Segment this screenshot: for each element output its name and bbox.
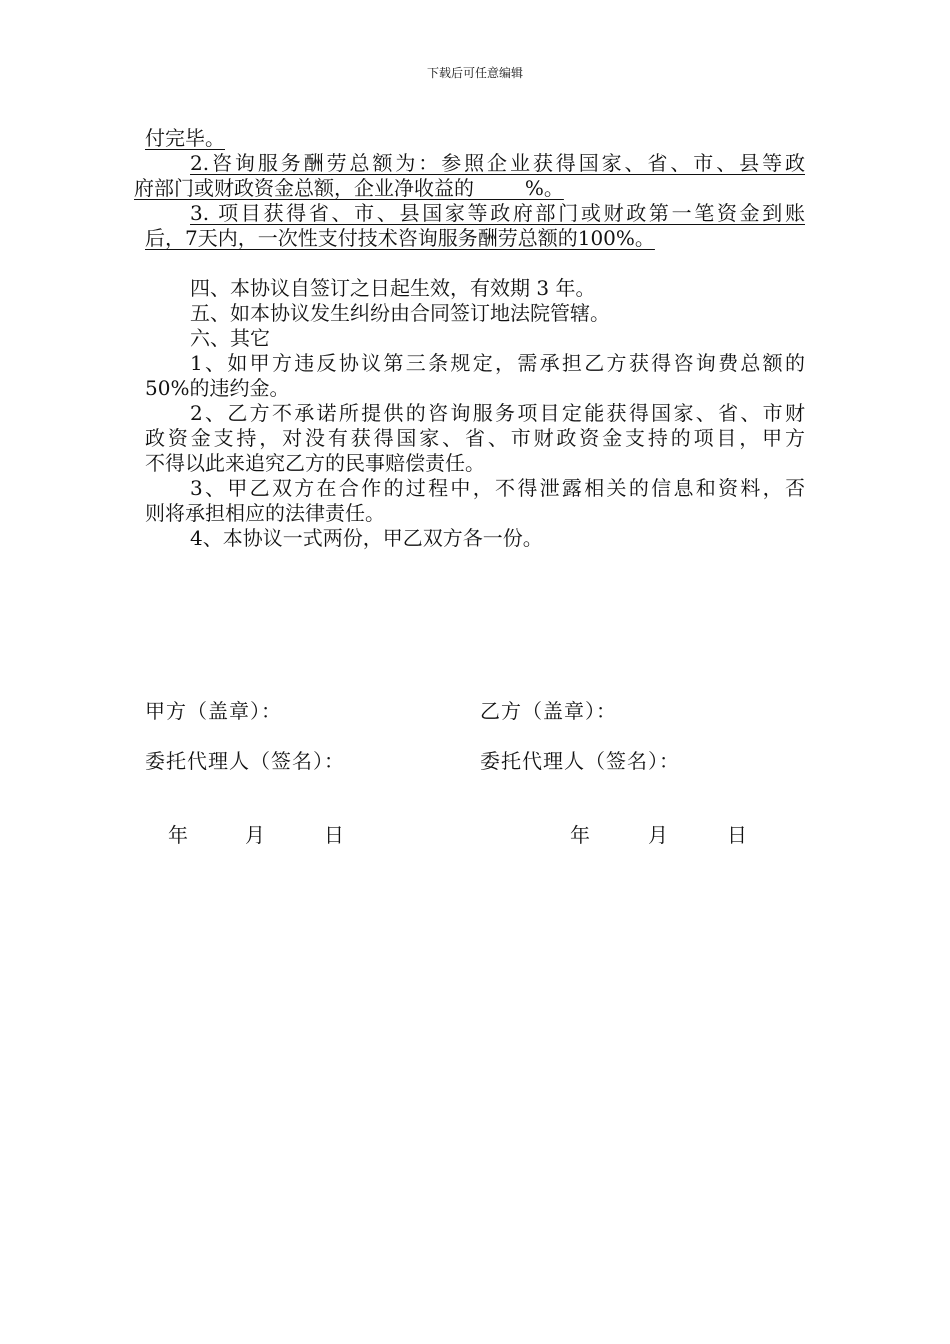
party-b-seal-label: 乙方（盖章）： bbox=[480, 699, 617, 723]
party-a-date-month: 月 bbox=[245, 823, 265, 847]
other-item-3-line-a: 3、甲乙双方在合作的过程中，不得泄露相关的信息和资料，否 bbox=[190, 476, 805, 500]
payment-item3-line-a: 3. 项目获得省、市、县国家等政府部门或财政第一笔资金到账 bbox=[190, 201, 805, 225]
party-a-seal-label: 甲方（盖章）： bbox=[145, 699, 282, 723]
other-item-2-line-b: 政资金支持，对没有获得国家、省、市财政资金支持的项目，甲方 bbox=[145, 426, 805, 450]
payment-item2-line-a: 2.咨询服务酬劳总额为：参照企业获得国家、省、市、县等政 bbox=[190, 151, 805, 175]
party-b-date-day: 日 bbox=[727, 823, 747, 847]
party-a-agent-label: 委托代理人（签名）： bbox=[145, 749, 345, 773]
other-item-2-line-c: 不得以此来追究乙方的民事赔偿责任。 bbox=[145, 451, 485, 475]
payment-item3-line-b: 后，7天内，一次性支付技术咨询服务酬劳总额的100%。 bbox=[145, 226, 655, 250]
other-item-1-line-b: 50%的违约金。 bbox=[145, 376, 290, 400]
clause-four: 四、本协议自签订之日起生效，有效期 3 年。 bbox=[190, 276, 596, 300]
clause-six-heading: 六、其它 bbox=[190, 326, 270, 350]
other-item-4: 4、本协议一式两份，甲乙双方各一份。 bbox=[190, 526, 543, 550]
other-item-2-line-a: 2、乙方不承诺所提供的咨询服务项目定能获得国家、省、市财 bbox=[190, 401, 805, 425]
other-item-3-line-b: 则将承担相应的法律责任。 bbox=[145, 501, 385, 525]
payment-item2-line-b: 府部门或财政资金总额，企业净收益的 %。 bbox=[134, 176, 564, 200]
clause-five: 五、如本协议发生纠纷由合同签订地法院管辖。 bbox=[190, 301, 610, 325]
page-header: 下载后可任意编辑 bbox=[426, 66, 523, 80]
party-b-date-year: 年 bbox=[570, 823, 590, 847]
payment-line-1: 付完毕。 bbox=[145, 126, 225, 150]
party-a-date-day: 日 bbox=[324, 823, 344, 847]
other-item-1-line-a: 1、如甲方违反协议第三条规定，需承担乙方获得咨询费总额的 bbox=[190, 351, 805, 375]
party-a-date-year: 年 bbox=[168, 823, 188, 847]
party-b-agent-label: 委托代理人（签名）： bbox=[480, 749, 680, 773]
party-b-date-month: 月 bbox=[648, 823, 668, 847]
